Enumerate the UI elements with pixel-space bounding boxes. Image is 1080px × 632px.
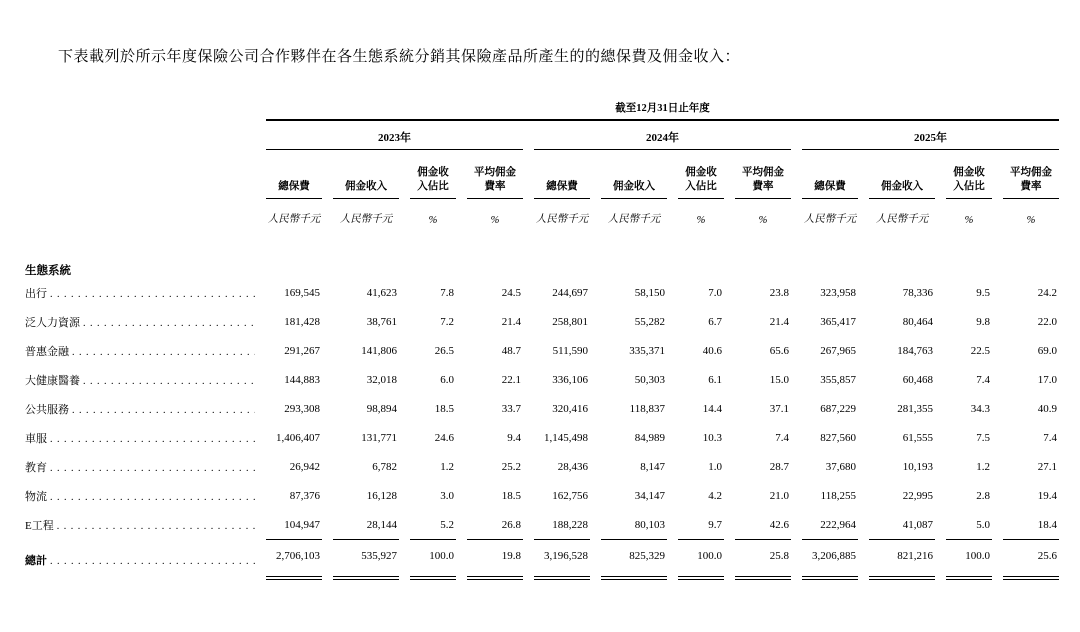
unit-percent: %	[964, 215, 974, 226]
row-label: 教育	[25, 461, 47, 474]
year-header-2025: 2025年	[802, 121, 1059, 150]
unit-rmb: 人民幣千元	[339, 214, 393, 225]
col-header-commission: 佣金收入	[333, 150, 399, 199]
col-header-commission: 佣金收入	[601, 150, 667, 199]
total-cell: 25.6	[1003, 540, 1059, 580]
data-cell: 267,965	[820, 344, 856, 357]
data-cell: 511,590	[552, 344, 588, 357]
data-cell: 7.4	[1043, 431, 1057, 444]
data-cell: 84,989	[634, 431, 665, 444]
col-header-share-line2: 入佔比	[953, 181, 985, 192]
row-label: 物流	[25, 490, 47, 503]
data-cell: 26.5	[434, 344, 454, 357]
data-cell: 9.4	[507, 431, 521, 444]
row-label: 出行	[25, 287, 47, 300]
dot-leader	[50, 492, 255, 503]
data-cell: 33.7	[501, 402, 521, 415]
col-header-share-line1: 佣金收	[417, 167, 449, 178]
data-cell: 244,697	[552, 286, 588, 299]
data-cell: 7.4	[775, 431, 789, 444]
data-cell: 6.7	[708, 315, 722, 328]
data-cell: 87,376	[289, 489, 320, 502]
data-cell: 7.2	[440, 315, 454, 328]
table-row-pan-hr	[25, 307, 1059, 336]
col-header-share-line2: 入佔比	[417, 181, 449, 192]
data-cell: 6.0	[440, 373, 454, 386]
col-header-rate-line2: 費率	[484, 181, 506, 192]
data-cell: 23.8	[769, 286, 789, 299]
data-cell: 17.0	[1037, 373, 1057, 386]
data-cell: 50,303	[634, 373, 665, 386]
empty-cell	[25, 199, 255, 226]
col-header-premium: 總保費	[534, 150, 590, 199]
data-cell: 162,756	[552, 489, 588, 502]
data-cell: 7.4	[976, 373, 990, 386]
row-label-cell	[25, 365, 255, 394]
data-cell: 104,947	[266, 510, 322, 540]
data-cell: 27.1	[1037, 460, 1057, 473]
data-cell: 58,150	[634, 286, 665, 299]
data-cell: 19.4	[1037, 489, 1057, 502]
data-cell: 18.4	[1003, 510, 1059, 540]
unit-rmb: 人民幣千元	[875, 214, 929, 225]
row-label: 普惠金融	[25, 345, 69, 358]
spacer	[25, 226, 1059, 248]
col-header-rate	[467, 150, 523, 199]
period-header: 截至12月31日止年度	[266, 93, 1059, 121]
col-header-rate-line1: 平均佣金	[474, 167, 516, 178]
data-cell: 9.7	[678, 510, 724, 540]
unit-rmb: 人民幣千元	[607, 214, 661, 225]
data-cell: 3.0	[440, 489, 454, 502]
data-cell: 16,128	[366, 489, 397, 502]
data-cell: 335,371	[629, 344, 665, 357]
data-cell: 291,267	[284, 344, 320, 357]
dot-leader	[50, 289, 255, 300]
col-header-premium: 總保費	[266, 150, 322, 199]
data-cell: 24.5	[501, 286, 521, 299]
table-row-logistics	[25, 481, 1059, 510]
col-header-rate-line2: 費率	[1020, 181, 1042, 192]
data-cell: 169,545	[284, 286, 320, 299]
data-cell: 25.2	[501, 460, 521, 473]
data-cell: 5.0	[946, 510, 992, 540]
data-cell: 5.2	[410, 510, 456, 540]
total-cell: 19.8	[467, 540, 523, 580]
data-cell: 22,995	[902, 489, 933, 502]
table-row-inclusive-finance	[25, 336, 1059, 365]
data-cell: 355,857	[820, 373, 856, 386]
data-cell: 55,282	[634, 315, 665, 328]
total-cell: 100.0	[410, 540, 456, 580]
data-cell: 26.8	[467, 510, 523, 540]
col-header-rate-line1: 平均佣金	[1010, 167, 1052, 178]
empty-cell	[25, 121, 255, 150]
data-cell: 22.5	[970, 344, 990, 357]
table-row-education	[25, 452, 1059, 481]
col-header-share-line1: 佣金收	[685, 167, 717, 178]
period-header-row	[25, 93, 1059, 121]
total-cell: 825,329	[601, 540, 667, 580]
data-cell: 320,416	[552, 402, 588, 415]
data-cell: 281,355	[897, 402, 933, 415]
col-header-rate-line2: 費率	[752, 181, 774, 192]
data-cell: 2.8	[976, 489, 990, 502]
total-row	[25, 540, 1059, 580]
data-cell: 323,958	[820, 286, 856, 299]
data-cell: 21.4	[769, 315, 789, 328]
data-cell: 80,464	[902, 315, 933, 328]
row-label-cell	[25, 278, 255, 307]
row-label-cell	[25, 481, 255, 510]
data-cell: 28,436	[557, 460, 588, 473]
data-cell: 32,018	[366, 373, 397, 386]
row-label: 大健康醫養	[25, 374, 80, 387]
data-cell: 15.0	[769, 373, 789, 386]
data-cell: 38,761	[366, 315, 397, 328]
data-cell: 41,087	[869, 510, 935, 540]
intro-paragraph: 下表載列於所示年度保險公司合作夥伴在各生態系統分銷其保險產品所產生的的總保費及佣金收入：	[58, 49, 741, 65]
data-cell: 34.3	[970, 402, 990, 415]
data-cell: 1.2	[440, 460, 454, 473]
section-label: 生態系統	[25, 265, 71, 277]
row-label-cell	[25, 510, 255, 540]
data-cell: 118,837	[629, 402, 665, 415]
col-header-share	[678, 150, 724, 199]
dot-leader	[72, 405, 255, 416]
total-cell: 100.0	[946, 540, 992, 580]
data-cell: 10,193	[902, 460, 933, 473]
total-label-cell	[25, 540, 255, 580]
total-cell: 100.0	[678, 540, 724, 580]
total-cell: 3,196,528	[534, 540, 590, 580]
data-cell: 37,680	[825, 460, 856, 473]
data-cell: 18.5	[501, 489, 521, 502]
data-cell: 9.8	[976, 315, 990, 328]
data-cell: 1.0	[708, 460, 722, 473]
data-cell: 21.4	[501, 315, 521, 328]
data-cell: 181,428	[284, 315, 320, 328]
premium-commission-table	[14, 93, 1070, 580]
data-cell: 41,623	[366, 286, 397, 299]
spacer-row	[25, 226, 1059, 248]
data-cell: 69.0	[1037, 344, 1057, 357]
data-cell: 65.6	[769, 344, 789, 357]
data-cell: 144,883	[284, 373, 320, 386]
dot-leader	[57, 521, 255, 532]
unit-percent: %	[1026, 215, 1036, 226]
data-cell: 827,560	[820, 431, 856, 444]
data-cell: 42.6	[735, 510, 791, 540]
data-cell: 40.9	[1037, 402, 1057, 415]
data-cell: 687,229	[820, 402, 856, 415]
unit-percent: %	[696, 215, 706, 226]
total-cell: 535,927	[333, 540, 399, 580]
total-cell: 25.8	[735, 540, 791, 580]
data-cell: 24.6	[434, 431, 454, 444]
data-cell: 60,468	[902, 373, 933, 386]
empty-cell	[25, 93, 255, 121]
unit-rmb: 人民幣千元	[267, 214, 321, 225]
data-cell: 6.1	[708, 373, 722, 386]
col-header-share	[946, 150, 992, 199]
col-header-share-line2: 入佔比	[685, 181, 717, 192]
data-cell: 7.8	[440, 286, 454, 299]
data-cell: 14.4	[702, 402, 722, 415]
data-cell: 131,771	[361, 431, 397, 444]
row-label: E工程	[25, 520, 54, 532]
data-cell: 61,555	[902, 431, 933, 444]
data-cell: 7.0	[708, 286, 722, 299]
row-label-cell	[25, 336, 255, 365]
row-label: 泛人力資源	[25, 316, 80, 329]
data-cell: 48.7	[501, 344, 521, 357]
data-cell: 7.5	[976, 431, 990, 444]
total-cell: 3,206,885	[802, 540, 858, 580]
data-cell: 98,894	[366, 402, 397, 415]
unit-percent: %	[428, 215, 438, 226]
row-label-cell	[25, 423, 255, 452]
dot-leader	[50, 556, 255, 567]
data-cell: 8,147	[640, 460, 665, 473]
year-header-2023: 2023年	[266, 121, 523, 150]
table-row-public-services	[25, 394, 1059, 423]
row-label: 公共服務	[25, 403, 69, 416]
data-cell: 10.3	[702, 431, 722, 444]
col-header-commission: 佣金收入	[869, 150, 935, 199]
unit-percent: %	[490, 215, 500, 226]
unit-percent: %	[758, 215, 768, 226]
data-cell: 9.5	[976, 286, 990, 299]
table-row-e-engineering	[25, 510, 1059, 540]
data-cell: 24.2	[1037, 286, 1057, 299]
col-header-rate-line1: 平均佣金	[742, 167, 784, 178]
dot-leader	[50, 463, 255, 474]
col-header-premium: 總保費	[802, 150, 858, 199]
data-cell: 118,255	[820, 489, 856, 502]
dot-leader	[83, 376, 255, 387]
dot-leader	[50, 434, 255, 445]
data-cell: 258,801	[552, 315, 588, 328]
data-cell: 184,763	[897, 344, 933, 357]
row-label-cell	[25, 307, 255, 336]
row-label-cell	[25, 394, 255, 423]
data-cell: 1,145,498	[544, 431, 588, 444]
data-cell: 21.0	[769, 489, 789, 502]
data-cell: 37.1	[769, 402, 789, 415]
table-row-mobility	[25, 278, 1059, 307]
unit-rmb: 人民幣千元	[535, 214, 589, 225]
unit-rmb: 人民幣千元	[803, 214, 857, 225]
dot-leader	[83, 318, 255, 329]
table-row-car-services	[25, 423, 1059, 452]
empty-cell	[266, 248, 1059, 278]
data-cell: 1.2	[976, 460, 990, 473]
table-row-health-care	[25, 365, 1059, 394]
section-row	[25, 248, 1059, 278]
year-header-2024: 2024年	[534, 121, 791, 150]
data-cell: 26,942	[289, 460, 320, 473]
year-header-row	[25, 121, 1059, 150]
data-cell: 28,144	[333, 510, 399, 540]
data-cell: 34,147	[634, 489, 665, 502]
col-header-share-line1: 佣金收	[953, 167, 985, 178]
col-header-share	[410, 150, 456, 199]
total-cell: 821,216	[869, 540, 935, 580]
data-cell: 293,308	[284, 402, 320, 415]
units-row	[25, 199, 1059, 226]
data-cell: 222,964	[802, 510, 858, 540]
row-label: 車服	[25, 432, 47, 445]
col-header-rate	[735, 150, 791, 199]
data-cell: 1,406,407	[276, 431, 320, 444]
total-label: 總計	[25, 555, 47, 567]
data-cell: 365,417	[820, 315, 856, 328]
col-header-rate	[1003, 150, 1059, 199]
data-cell: 22.0	[1037, 315, 1057, 328]
data-cell: 141,806	[361, 344, 397, 357]
data-cell: 22.1	[501, 373, 521, 386]
dot-leader	[72, 347, 255, 358]
data-cell: 80,103	[601, 510, 667, 540]
empty-cell	[25, 150, 255, 199]
data-cell: 28.7	[769, 460, 789, 473]
total-cell: 2,706,103	[266, 540, 322, 580]
data-cell: 4.2	[708, 489, 722, 502]
data-cell: 336,106	[552, 373, 588, 386]
data-cell: 6,782	[372, 460, 397, 473]
data-cell: 188,228	[534, 510, 590, 540]
data-cell: 78,336	[902, 286, 933, 299]
data-cell: 18.5	[434, 402, 454, 415]
row-label-cell	[25, 452, 255, 481]
data-cell: 40.6	[702, 344, 722, 357]
column-header-row	[25, 150, 1059, 199]
